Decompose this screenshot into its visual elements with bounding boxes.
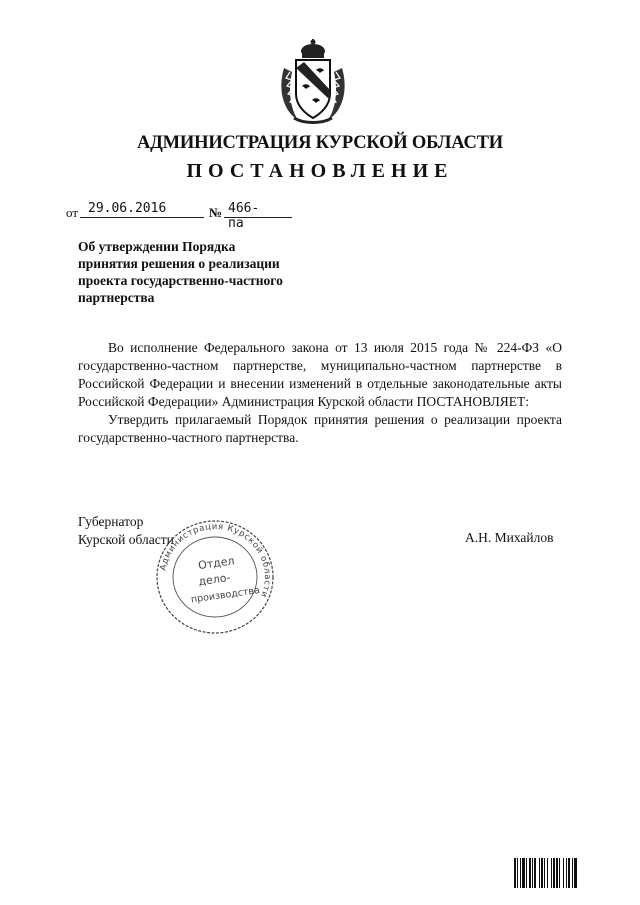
barcode-bar: [566, 858, 567, 888]
document-number: 466-па: [228, 201, 260, 231]
date-underline: [80, 217, 204, 218]
barcode-bar: [553, 858, 555, 888]
barcode-bar: [568, 858, 570, 888]
barcode-bar: [544, 858, 545, 888]
stamp-icon: [150, 515, 280, 640]
barcode-bar: [574, 858, 577, 888]
body-paragraph: Во исполнение Федерального закона от 13 июля 2015 года № 224-ФЗ «О государственно-частном партнерстве, муниципально-частном партнерстве в Российской Федерации и внесении изменений в отдельные законодательные акты Российской Федерации» Администрация Курской области ПОСТАНОВЛЯЕТ:: [78, 340, 562, 409]
barcode-bar: [534, 858, 536, 888]
barcode-bar: [529, 858, 531, 888]
coat-of-arms-icon: [276, 38, 350, 126]
stamp-center-line: производства: [190, 584, 261, 606]
stamp-center-line: Отдел: [197, 554, 236, 573]
barcode-bar: [514, 858, 516, 888]
document-subject: [78, 238, 338, 306]
organization-title: АДМИНИСТРАЦИЯ КУРСКОЙ ОБЛАСТИ: [136, 133, 504, 153]
stamp-ring-text: Администрация Курской области: [158, 521, 273, 599]
barcode-bar: [563, 858, 564, 888]
stamp-center-line: дело-: [197, 570, 232, 589]
signatory-title-line: Курской области: [78, 532, 174, 547]
barcode-bar: [539, 858, 540, 888]
barcode-bar: [551, 858, 552, 888]
document-body: [78, 339, 562, 447]
document-type-title: ПОСТАНОВЛЕНИЕ: [186, 160, 454, 182]
body-paragraph: Утвердить прилагаемый Порядок принятия решения о реализации проекта государственно-частного партнерства.: [78, 412, 562, 445]
barcode-bar: [556, 858, 558, 888]
subject-line: принятия решения о реализации: [78, 256, 280, 271]
barcode-bar: [526, 858, 527, 888]
date-from-label: от: [66, 205, 79, 220]
barcode-bar: [541, 858, 543, 888]
barcode-bar: [547, 858, 548, 888]
signatory-title-line: Губернатор: [78, 514, 144, 529]
subject-line: Об утверждении Порядка: [78, 239, 236, 254]
barcode-bar: [517, 858, 518, 888]
document-date: 29.06.2016: [88, 201, 167, 216]
barcode-bar: [522, 858, 525, 888]
subject-line: партнерства: [78, 290, 155, 305]
barcode-bar: [532, 858, 533, 888]
barcode-bar: [559, 858, 560, 888]
barcode-bar: [572, 858, 573, 888]
signatory-name: А.Н. Михайлов: [465, 530, 554, 545]
barcode-icon: [514, 858, 600, 888]
number-label: №: [209, 205, 223, 220]
barcode-bar: [520, 858, 521, 888]
subject-line: проекта государственно-частного: [78, 273, 283, 288]
